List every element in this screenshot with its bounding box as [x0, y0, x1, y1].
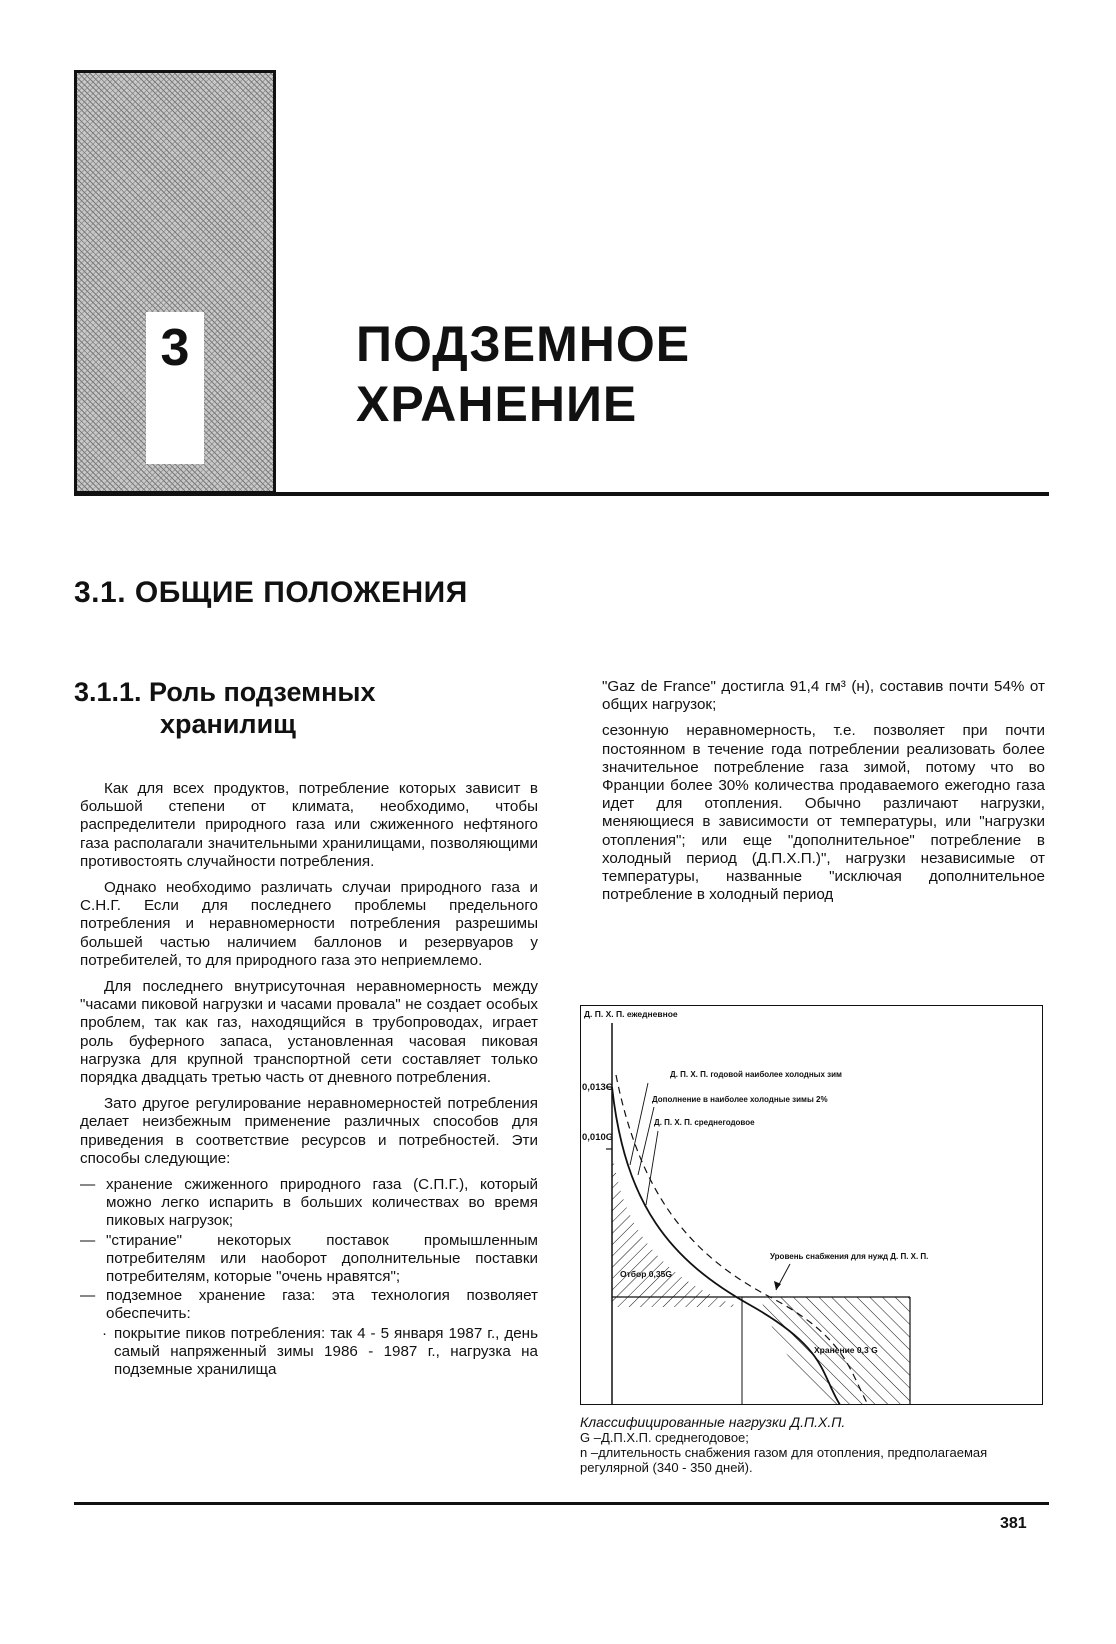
caption-line: n –длительность снабжения газом для отопления, предполагаемая регулярной (340 - 350 дней). — [580, 1445, 988, 1475]
paragraph: Зато другое регулирование неравномерностей потребления делает неизбежным применение различных способов для приведения в соответствие ресурсов и потребностей. Эти способы следующие: — [80, 1095, 538, 1167]
leader-line — [630, 1083, 648, 1165]
leader-line — [646, 1131, 658, 1205]
y-tick-label: 0,013G — [582, 1082, 614, 1093]
paragraph: сезонную неравномерность, т.е. позволяет при почти постоянном в течение года потреблении реализовать более значительное потребление газа зимой, потому что во Франции более 30% количества продаваемого ежегодно газа идет для отопления. Обычно различают нагрузки, меняющиеся в зависимости от температуры, или "нагрузки отопления"; или еще "дополнительное" потребление в холодный период (Д.П.Х.П.)", нагрузки независимые от температуры, названные "исключая дополнительное потребление в холодный период — [602, 722, 1045, 904]
figure-caption — [580, 1415, 1050, 1475]
right-text-column — [602, 678, 1045, 912]
footer-rule — [74, 1502, 1049, 1505]
annotation-annual: Д. П. Х. П. годовой наиболее холодных зим — [670, 1070, 842, 1079]
annotation-average: Д. П. Х. П. среднегодовое — [654, 1118, 755, 1127]
subsection-heading-line-1: 3.1.1. Роль подземных — [74, 677, 376, 707]
paragraph: "Gaz de France" достигла 91,4 гм³ (н), составив почти 54% от общих нагрузок; — [602, 678, 1045, 714]
subsection-heading — [74, 676, 375, 740]
list-item: — подземное хранение газа: эта технология позволяет обеспечить: — [80, 1287, 538, 1323]
chapter-title — [356, 314, 690, 434]
page-number: 381 — [1000, 1515, 1027, 1532]
paragraph: Однако необходимо различать случаи природного газа и С.Н.Г. Если для последнего проблемы предельного потребления и неравномерности потребления разрешимы большей частью наличием баллонов и резервуаров у потребителей, то для природного газа это неприемлемо. — [80, 879, 538, 969]
dash-marker: — — [80, 1287, 96, 1305]
annotation-withdrawal: Отбор 0,35G — [620, 1269, 672, 1279]
paragraph: Как для всех продуктов, потребление которых зависит в большой степени от климата, необходимо, чтобы распределители природного газа или сжиженного нефтяного газа располагали значительными хранилищами, позволяющими противостоять случайности потребления. — [80, 780, 538, 870]
method-list — [80, 1176, 538, 1379]
annotation-extra: Дополнение в наиболее холодные зимы 2% — [652, 1095, 828, 1104]
caption-title: Классифицированные нагрузки Д.П.Х.П. — [580, 1414, 846, 1430]
chapter-title-line-1: ПОДЗЕМНОЕ — [356, 316, 691, 372]
dash-marker: — — [80, 1231, 96, 1249]
paragraph: Для последнего внутрисуточная неравномерность между "часами пиковой нагрузки и часами провала" не создает особых проблем, так как газ, находящийся в трубопроводах, играет роль буферного запаса, установленная часовая пиковая нагрузка для крупной транспортной сети составляет только порядка двадцать третью часть от дневного потребления. — [80, 978, 538, 1087]
left-text-column — [80, 780, 538, 1380]
chapter-number: 3 — [160, 319, 190, 377]
list-item: — "стирание" некоторых поставок промышленным потребителям или наоборот дополнительные поставки потребителям, которые "очень нравятся"; — [80, 1231, 538, 1286]
list-item: — хранение сжиженного природного газа (С.П.Г.), который можно легко испарить в больших количествах во время пиковых нагрузок; — [80, 1176, 538, 1230]
chapter-title-line-2: ХРАНЕНИЕ — [356, 376, 638, 432]
y-axis-label: Д. П. Х. П. ежедневное — [584, 1009, 678, 1019]
sub-list-item: · покрытие пиков потребления: так 4 - 5 января 1987 г., день самый напряженный зимы 1986 - 1987 г., нагрузка на подземные хранилища — [102, 1324, 538, 1379]
y-tick-label: 0,010G — [582, 1132, 614, 1143]
annotation-storage: Хранение 0,3 G — [814, 1345, 878, 1355]
header-rule — [74, 492, 1049, 496]
caption-line: G –Д.П.Х.П. среднегодовое; — [580, 1430, 749, 1445]
annotation-supply: Уровень снабжения для нужд Д. П. Х. П. — [770, 1252, 929, 1261]
load-duration-diagram — [580, 1005, 1043, 1405]
subsection-heading-line-2: хранилищ — [160, 709, 296, 739]
dot-marker: · — [102, 1324, 108, 1342]
section-heading: 3.1. ОБЩИЕ ПОЛОЖЕНИЯ — [74, 576, 468, 609]
dash-marker: — — [80, 1176, 96, 1194]
